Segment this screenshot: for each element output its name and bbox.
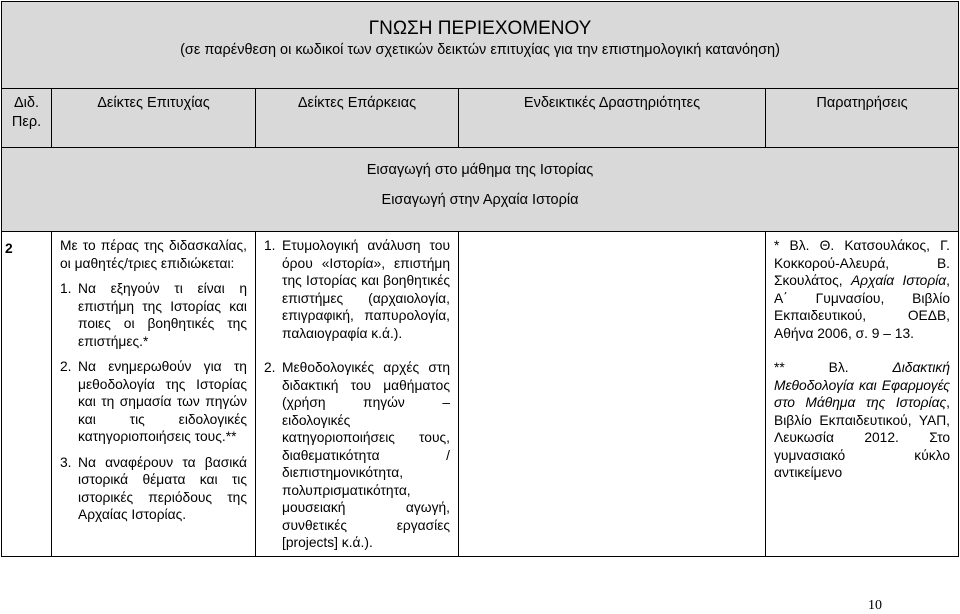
section-heading: Εισαγωγή στο μάθημα της Ιστορίας	[366, 162, 594, 178]
note-reference-1: * Βλ. Θ. Κατσουλάκος, Γ. Κοκκορού-Αλευρά, Β. Σκουλάτος, Αρχαία Ιστορία, Α΄ Γυμνασίου, Βιβλίο Εκπαιδευτικού, ΟΕΔΒ, Αθήνα 2006, σ. 9 – 13.	[774, 238, 951, 341]
success-intro: Με το πέρας της διδασκαλίας, οι μαθητές/τριες επιδιώκεται:	[60, 238, 247, 271]
section-subheading: Εισαγωγή στην Αρχαία Ιστορία	[381, 192, 579, 208]
success-item: 1. Να εξηγούν τι είναι η επιστήμη της Ιστορίας και ποιες οι βοηθητικές της επιστήμες.*	[60, 281, 247, 349]
col-header-periods-line1: Διδ.	[13, 95, 39, 111]
table-title: ΓΝΩΣΗ ΠΕΡΙΕΧΟΜΕΝΟΥ	[368, 18, 592, 39]
table-subtitle: (σε παρένθεση οι κωδικοί των σχετικών δεικτών επιτυχίας για την επιστημολογική κατανόηση)	[180, 42, 780, 58]
table-title-cell	[2, 2, 959, 89]
proficiency-indicators-cell	[256, 232, 459, 557]
col-header-success: Δείκτες Επιτυχίας	[52, 89, 256, 148]
col-header-notes: Παρατηρήσεις	[766, 89, 959, 148]
curriculum-table	[1, 1, 959, 557]
col-header-periods	[2, 89, 52, 148]
proficiency-item: 2. Μεθοδολογικές αρχές στη διδακτική του μαθήματος (χρήση πηγών – ειδολογικές κατηγοριοποιήσεις τους, διαθεματικότητα / διεπιστημονικότητα, πολυπρισματικότητα, μουσειακή αγωγή, συνθετικές εργασίες [projects] κ.ά.).	[264, 360, 450, 550]
page-number: 10	[868, 598, 882, 613]
note-reference-2: ** Βλ. Διδακτική Μεθοδολογία και Εφαρμογές στο Μάθημα της Ιστορίας, Βιβλίο Εκπαιδευτικού, ΥΑΠ, Λευκωσία 2012. Στο γυμνασιακό κύκλο αντικείμενο	[774, 360, 951, 480]
col-header-activities: Ενδεικτικές Δραστηριότητες	[459, 89, 766, 148]
book-title: Διδακτική Μεθοδολογία και Εφαρμογές στο Μάθημα της Ιστορίας	[774, 360, 951, 410]
book-title: Αρχαία Ιστορία	[850, 273, 947, 288]
proficiency-item: 1. Ετυμολογική ανάλυση του όρου «Ιστορία», επιστήμη της Ιστορίας και βοηθητικές επιστήμες (αρχαιολογία, επιγραφική, παπυρολογία, παλαιογραφία κ.ά.).	[264, 238, 450, 341]
notes-cell	[766, 232, 959, 557]
col-header-proficiency: Δείκτες Επάρκειας	[256, 89, 459, 148]
activities-cell	[459, 232, 766, 557]
success-item: 2. Να ενημερωθούν για τη μεθοδολογία της Ιστορίας και τη σημασία των πηγών και τις ειδολογικές κατηγοριοποιήσεις τους.**	[60, 359, 247, 444]
success-indicators-cell	[52, 232, 256, 557]
section-heading-cell	[2, 148, 959, 232]
success-item: 3. Να αναφέρουν τα βασικά ιστορικά θέματα και τις ιστορικές περιόδους της Αρχαίας Ιστορίας.	[60, 454, 247, 522]
col-header-periods-line2: Περ.	[11, 114, 42, 130]
periods-cell: 2	[2, 232, 52, 557]
